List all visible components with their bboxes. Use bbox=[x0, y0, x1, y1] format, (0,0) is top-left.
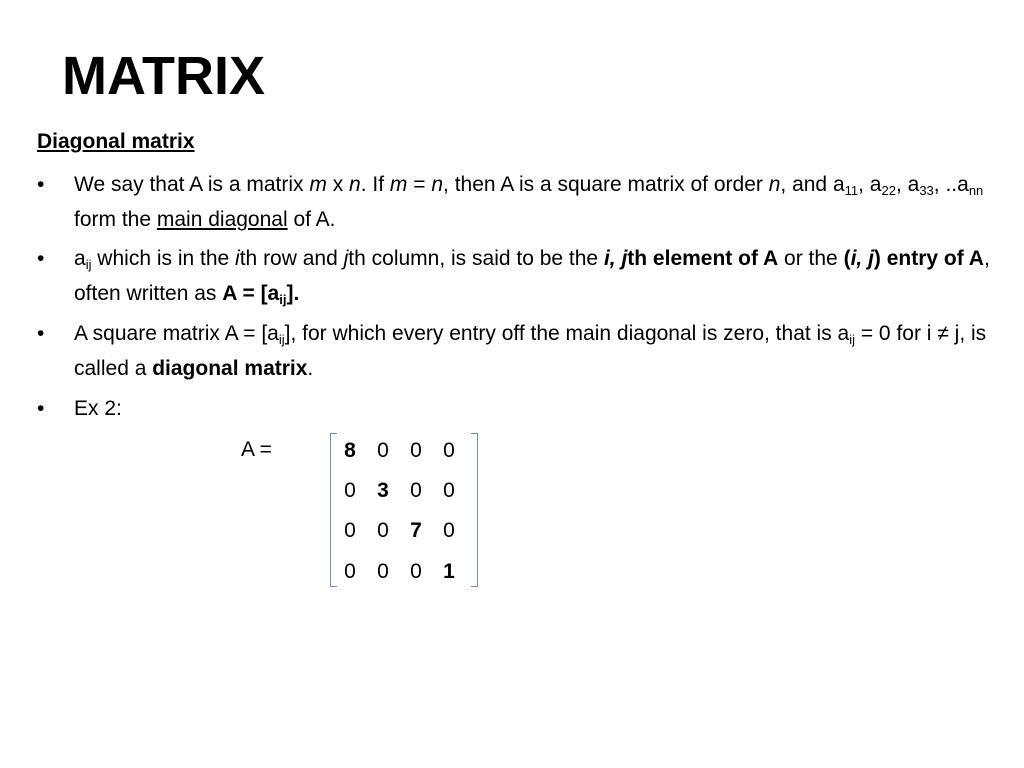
text-run: x bbox=[326, 173, 350, 196]
matrix-cell: 0 bbox=[410, 479, 422, 502]
text-run: ( bbox=[843, 247, 851, 270]
bullet-text bbox=[74, 241, 994, 311]
subscript-text: nn bbox=[968, 183, 984, 198]
text-run: or the bbox=[778, 247, 844, 270]
text-run: i, j bbox=[850, 247, 874, 270]
text-run: Ex 2: bbox=[74, 397, 122, 420]
text-run: j bbox=[343, 247, 349, 270]
matrix bbox=[330, 433, 478, 588]
bullet-icon: • bbox=[37, 247, 45, 270]
text-run: n bbox=[431, 173, 444, 196]
text-run: m bbox=[389, 173, 408, 196]
text-run: main diagonal bbox=[156, 208, 288, 231]
matrix-row bbox=[340, 473, 468, 514]
matrix-cell: 0 bbox=[344, 560, 356, 583]
text-run: which is in the bbox=[91, 247, 236, 270]
text-run: = 0 for i ≠ j, is called a bbox=[74, 322, 987, 380]
matrix-cell: 0 bbox=[344, 519, 356, 542]
text-run: . bbox=[307, 357, 314, 380]
text-run: form the bbox=[74, 208, 157, 231]
text-run: A square matrix A = [a bbox=[74, 322, 279, 345]
text-run: of A. bbox=[287, 208, 336, 231]
slide-title: MATRIX bbox=[62, 46, 265, 106]
matrix-cell: 0 bbox=[443, 439, 455, 462]
text-run: m bbox=[309, 173, 327, 196]
bullet-icon: • bbox=[37, 322, 45, 345]
text-run: n bbox=[768, 173, 781, 196]
matrix-cell: 0 bbox=[443, 479, 455, 502]
text-run: We say that A is a matrix bbox=[74, 173, 310, 196]
subscript-text: ij bbox=[849, 332, 855, 347]
text-run: , and a bbox=[780, 173, 845, 196]
matrix-right-bracket bbox=[471, 433, 478, 587]
text-run: th row and bbox=[239, 247, 344, 270]
text-run: , a bbox=[895, 173, 920, 196]
text-run: = bbox=[407, 173, 432, 196]
text-run: ], for which every entry off the main diagonal is zero, that is a bbox=[284, 322, 850, 345]
text-run: , often written as bbox=[74, 247, 990, 305]
matrix-cell: 0 bbox=[443, 519, 455, 542]
subscript-text: ij bbox=[85, 257, 92, 272]
text-run: th element of A bbox=[627, 247, 779, 270]
subscript-text: 33 bbox=[919, 183, 934, 198]
matrix-cell: 0 bbox=[410, 560, 422, 583]
text-run: diagonal matrix bbox=[152, 357, 308, 380]
matrix-cell: 8 bbox=[344, 439, 356, 462]
text-run: , ..a bbox=[933, 173, 969, 196]
matrix-label: A = bbox=[241, 438, 272, 461]
text-run: ) bbox=[873, 247, 881, 270]
matrix-row bbox=[340, 513, 468, 554]
matrix-cell: 0 bbox=[377, 560, 389, 583]
matrix-cell: 0 bbox=[410, 439, 422, 462]
matrix-cell: 0 bbox=[377, 439, 389, 462]
subscript-text: ij bbox=[278, 332, 285, 347]
bullet-text bbox=[74, 391, 994, 426]
matrix-cell: 3 bbox=[377, 479, 389, 502]
text-run: i, j bbox=[603, 247, 628, 270]
text-run: , then A is a square matrix of order bbox=[443, 173, 769, 196]
subscript-text: 22 bbox=[881, 183, 896, 198]
text-run: th column, is said to be the bbox=[348, 247, 604, 270]
bullet-icon: • bbox=[37, 397, 45, 420]
matrix-cell: 1 bbox=[443, 560, 455, 583]
text-run: entry of A bbox=[880, 247, 984, 270]
matrix-left-bracket bbox=[330, 433, 337, 587]
matrix-row bbox=[340, 554, 468, 595]
text-run: i bbox=[235, 247, 240, 270]
matrix-cell: 0 bbox=[344, 479, 356, 502]
text-run: A = [a bbox=[222, 282, 280, 305]
bullet-icon: • bbox=[37, 173, 45, 196]
text-run: . If bbox=[360, 173, 390, 196]
matrix-row bbox=[340, 433, 468, 474]
text-run: n bbox=[349, 173, 361, 196]
text-run: a bbox=[74, 247, 86, 270]
text-run: ]. bbox=[286, 282, 300, 305]
section-heading: Diagonal matrix bbox=[37, 130, 195, 153]
bullet-text bbox=[74, 167, 994, 237]
text-run: , a bbox=[858, 173, 882, 196]
bullet-text bbox=[74, 316, 994, 386]
matrix-cell: 7 bbox=[410, 519, 422, 542]
subscript-text: ij bbox=[279, 292, 287, 307]
matrix-cell: 0 bbox=[377, 519, 389, 542]
subscript-text: 11 bbox=[844, 183, 859, 198]
